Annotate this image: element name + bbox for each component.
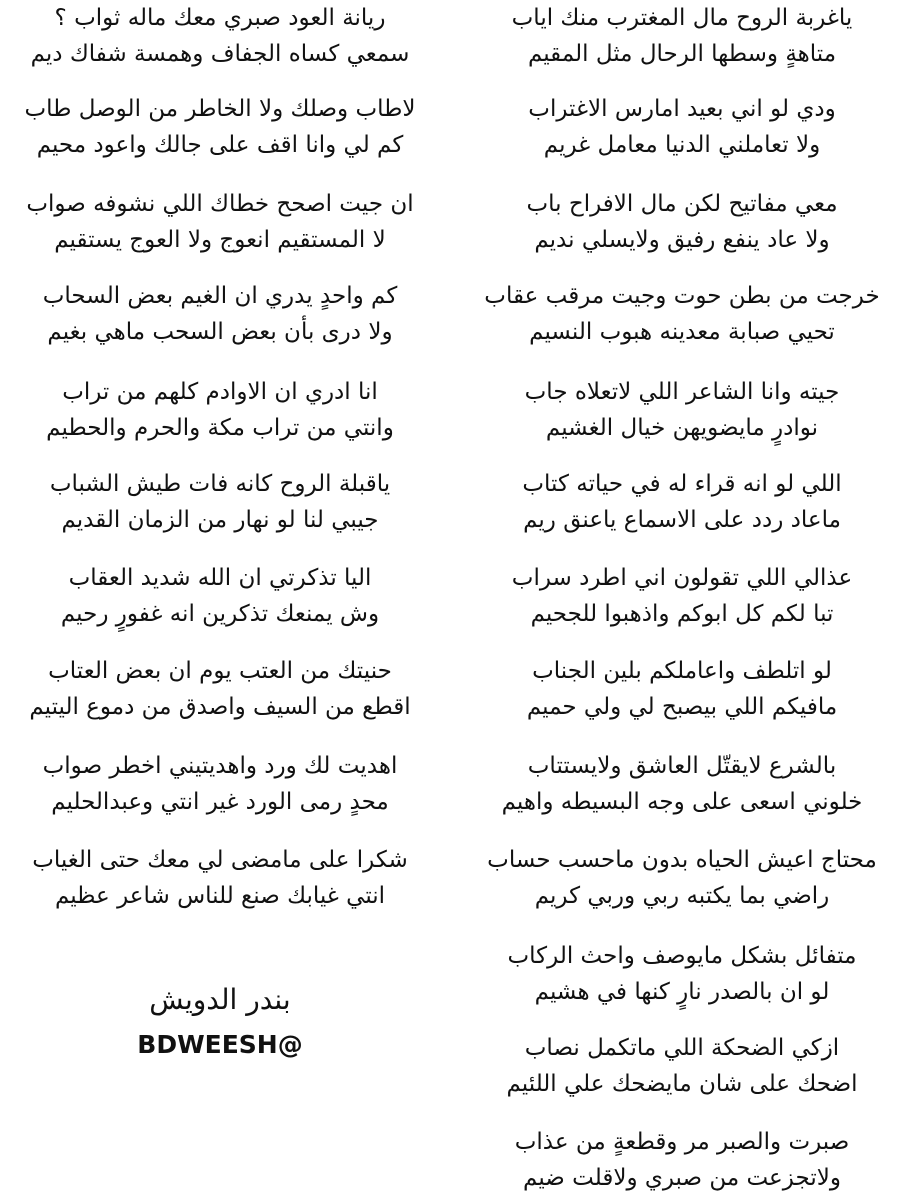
stanza: [0, 748, 440, 820]
stanza: [462, 466, 902, 538]
verse-first-hemistich: خرجت من بطن حوت وجيت مرقب عقاب: [484, 283, 880, 309]
verse-first-hemistich: ودي لو اني بعيد امارس الاغتراب: [528, 96, 836, 122]
stanza: [0, 0, 440, 72]
stanza: [462, 0, 902, 72]
verse-first-hemistich: بالشرع لايقتّل العاشق ولايستتاب: [527, 753, 837, 779]
verse-second-hemistich: راضي بما يكتبه ربي وربي كريم: [534, 883, 830, 909]
verse-first-hemistich: اللي لو انه قراء له في حياته كتاب: [522, 471, 842, 497]
verse-second-hemistich: اقطع من السيف واصدق من دموع اليتيم: [29, 694, 411, 720]
verse-first-hemistich: كم واحدٍ يدري ان الغيم بعض السحاب: [42, 283, 398, 309]
verse-first-hemistich: ازكي الضحكة اللي ماتكمل نصاب: [524, 1035, 840, 1061]
verse-second-hemistich: مافيكم اللي بيصبح لي ولي حميم: [526, 694, 838, 720]
stanza: [0, 186, 440, 258]
stanza: [0, 842, 440, 914]
verse-second-hemistich: ولاتجزعت من صبري ولاقلت ضيم: [523, 1165, 841, 1191]
verse-second-hemistich: نوادرٍ مايضويهن خيال الغشيم: [545, 415, 819, 441]
verse-first-hemistich: ان جيت اصحح خطاك اللي نشوفه صواب: [26, 191, 414, 217]
stanza: [462, 374, 902, 446]
verse-second-hemistich: كم لي وانا اقف على جالك واعود محيم: [36, 132, 404, 158]
verse-first-hemistich: محتاج اعيش الحياه بدون ماحسب حساب: [487, 847, 877, 873]
stanza: [462, 278, 902, 350]
verse-first-hemistich: معي مفاتيح لكن مال الافراح باب: [526, 191, 838, 217]
verse-second-hemistich: لا المستقيم انعوج ولا العوج يستقيم: [54, 227, 386, 253]
stanza: [0, 653, 440, 725]
verse-first-hemistich: لو اتلطف واعاملكم بلين الجناب: [532, 658, 832, 684]
verse-second-hemistich: اضحك على شان مايضحك علي اللئيم: [506, 1071, 858, 1097]
stanza: [0, 560, 440, 632]
verse-second-hemistich: انتي غيابك صنع للناس شاعر عظيم: [54, 883, 386, 909]
verse-second-hemistich: محدٍ رمى الورد غير انتي وعبدالحليم: [51, 789, 389, 815]
poet-name: بندر الدويش: [149, 983, 291, 1016]
stanza: [462, 91, 902, 163]
verse-second-hemistich: تبا لكم كل ابوكم واذهبوا للجحيم: [530, 601, 834, 627]
verse-second-hemistich: ولا تعاملني الدنيا معامل غريم: [543, 132, 821, 158]
stanza: [0, 278, 440, 350]
verse-first-hemistich: صبرت والصبر مر وقطعةٍ من عذاب: [514, 1129, 850, 1155]
verse-first-hemistich: ياغربة الروح مال المغترب منك اياب: [511, 5, 853, 31]
verse-first-hemistich: عذالي اللي تقولون اني اطرد سراب: [511, 565, 853, 591]
stanza: [462, 560, 902, 632]
stanza: [462, 653, 902, 725]
stanza: [0, 374, 440, 446]
verse-second-hemistich: لو ان بالصدر نارٍ كنها في هشيم: [534, 979, 830, 1005]
verse-second-hemistich: ماعاد ردد على الاسماع ياعنق ريم: [523, 507, 841, 533]
verse-second-hemistich: خلوني اسعى على وجه البسيطه واهيم: [501, 789, 863, 815]
stanza: [0, 91, 440, 163]
signature: [0, 980, 440, 1062]
verse-first-hemistich: ريانة العود صبري معك ماله ثواب ؟: [54, 5, 386, 31]
verse-first-hemistich: شكرا على مامضى لي معك حتى الغياب: [32, 847, 408, 873]
verse-second-hemistich: جيبي لنا لو نهار من الزمان القديم: [61, 507, 379, 533]
verse-first-hemistich: حنيتك من العتب يوم ان بعض العتاب: [48, 658, 392, 684]
stanza: [462, 186, 902, 258]
verse-second-hemistich: وش يمنعك تذكرين انه غفورٍ رحيم: [60, 601, 380, 627]
stanza: [462, 842, 902, 914]
stanza: [462, 1030, 902, 1102]
verse-second-hemistich: تحيي صبابة معدينه هبوب النسيم: [529, 319, 835, 345]
stanza: [462, 1124, 902, 1196]
verse-first-hemistich: جيته وانا الشاعر اللي لاتعلاه جاب: [524, 379, 840, 405]
verse-second-hemistich: سمعي كساه الجفاف وهمسة شفاك ديم: [30, 41, 410, 67]
verse-first-hemistich: لاطاب وصلك ولا الخاطر من الوصل طاب: [24, 96, 416, 122]
verse-first-hemistich: اهديت لك ورد واهديتيني اخطر صواب: [42, 753, 398, 779]
verse-first-hemistich: اليا تذكرتي ان الله شديد العقاب: [68, 565, 372, 591]
stanza: [462, 938, 902, 1010]
verse-second-hemistich: ولا عاد ينفع رفيق ولايسلي نديم: [534, 227, 830, 253]
verse-first-hemistich: متفائل بشكل مايوصف واحث الركاب: [507, 943, 857, 969]
poet-handle: @BDWEESH: [137, 1030, 303, 1059]
stanza: [462, 748, 902, 820]
verse-first-hemistich: ياقبلة الروح كانه فات طيش الشباب: [49, 471, 391, 497]
verse-first-hemistich: انا ادري ان الاوادم كلهم من تراب: [62, 379, 378, 405]
verse-second-hemistich: وانتي من تراب مكة والحرم والحطيم: [46, 415, 394, 441]
verse-second-hemistich: متاهةٍ وسطها الرحال مثل المقيم: [527, 41, 837, 67]
verse-second-hemistich: ولا درى بأن بعض السحب ماهي بغيم: [47, 319, 393, 345]
stanza: [0, 466, 440, 538]
